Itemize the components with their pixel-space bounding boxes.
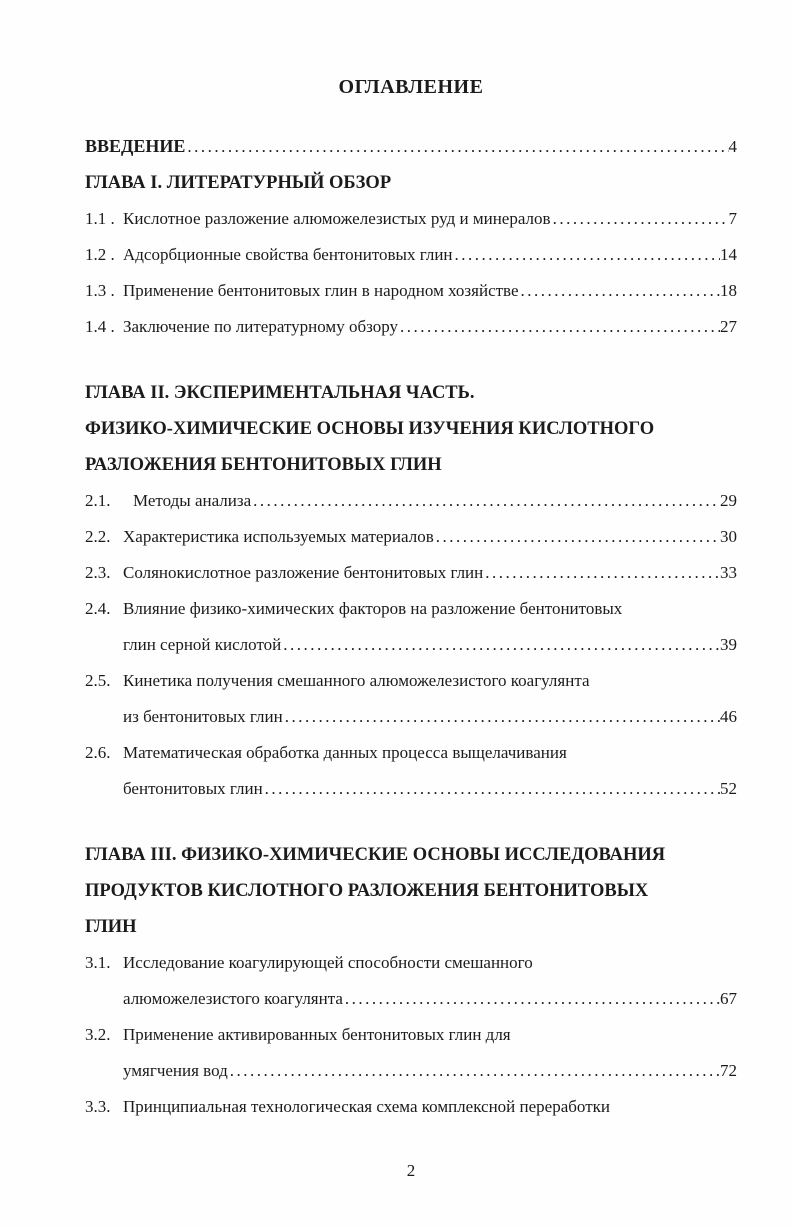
toc-entry-page-number: 29 xyxy=(720,491,737,510)
toc-chapter-heading xyxy=(85,873,737,909)
toc-entry-page-number: 4 xyxy=(728,137,737,156)
dot-leader xyxy=(434,519,720,555)
toc-entry-text: Адсорбционные свойства бентонитовых глин xyxy=(123,245,453,264)
toc-entry xyxy=(85,483,737,519)
toc-entry xyxy=(85,309,737,345)
toc-entry-page-number: 7 xyxy=(728,209,737,228)
toc-entry-page-number: 67 xyxy=(720,989,737,1008)
dot-leader xyxy=(483,555,720,591)
toc-entry-number: 2.3. xyxy=(85,563,111,582)
toc-entry-number: 1.1 . xyxy=(85,209,115,228)
toc-entry-text: Исследование коагулирующей способности смешанного xyxy=(123,953,533,972)
toc-chapter-heading xyxy=(85,909,737,945)
toc-entry-continuation xyxy=(85,1053,737,1089)
toc-entry-text: алюможелезистого коагулянта xyxy=(123,989,343,1008)
toc-entry-text: Методы анализа xyxy=(133,491,252,510)
dot-leader xyxy=(453,237,720,273)
toc-entry-number: 3.3. xyxy=(85,1097,111,1116)
toc-chapter-title: ПРОДУКТОВ КИСЛОТНОГО РАЗЛОЖЕНИЯ БЕНТОНИТОВЫХ xyxy=(85,881,649,901)
toc-entry-page-number: 27 xyxy=(720,317,737,336)
toc-entry-continuation xyxy=(85,771,737,807)
toc-entry xyxy=(85,555,737,591)
toc-entry xyxy=(85,1017,737,1053)
toc-chapter-heading xyxy=(85,837,737,873)
dot-leader xyxy=(343,981,720,1017)
toc-chapter-heading xyxy=(85,447,737,483)
toc-entry-text: Применение бентонитовых глин в народном хозяйстве xyxy=(123,281,519,300)
toc-entry xyxy=(85,201,737,237)
dot-leader xyxy=(519,273,720,309)
toc-entry-text: глин серной кислотой xyxy=(123,635,282,654)
toc-chapter-title: РАЗЛОЖЕНИЯ БЕНТОНИТОВЫХ ГЛИН xyxy=(85,455,442,475)
toc-chapter-heading xyxy=(85,375,737,411)
page-title: ОГЛАВЛЕНИЕ xyxy=(338,76,484,98)
toc-chapter-title: ГЛАВА I. ЛИТЕРАТУРНЫЙ ОБЗОР xyxy=(85,173,392,193)
toc-entry-text: из бентонитовых глин xyxy=(123,707,283,726)
toc-entry-page-number: 33 xyxy=(720,563,737,582)
toc-entry xyxy=(85,663,737,699)
dot-leader xyxy=(251,483,720,519)
toc-entry xyxy=(85,128,737,165)
toc-entry-number: 1.4 . xyxy=(85,317,115,336)
toc-entry-text: бентонитовых глин xyxy=(123,779,263,798)
toc-entry-number: 2.1. xyxy=(85,491,111,510)
toc-entry-page-number: 14 xyxy=(720,245,737,264)
toc-entry xyxy=(85,519,737,555)
toc-entry-number: 2.5. xyxy=(85,671,111,690)
toc-entry xyxy=(85,273,737,309)
toc-entry-text: Принципиальная технологическая схема комплексной переработки xyxy=(123,1097,610,1116)
toc-entry-page-number: 18 xyxy=(720,281,737,300)
toc-entry-number: 1.3 . xyxy=(85,281,115,300)
dot-leader xyxy=(185,129,728,165)
toc-entry-text: Характеристика используемых материалов xyxy=(123,527,434,546)
toc-entry-number: 2.4. xyxy=(85,599,111,618)
toc-entry xyxy=(85,945,737,981)
toc-entry-text: Заключение по литературному обзору xyxy=(123,317,398,336)
toc-entry-page-number: 39 xyxy=(720,635,737,654)
toc-entry-number: 2.6. xyxy=(85,743,111,762)
toc-entry-continuation xyxy=(85,699,737,735)
toc-chapter-heading xyxy=(85,411,737,447)
toc-entry-number: 2.2. xyxy=(85,527,111,546)
toc-chapter-title: ФИЗИКО-ХИМИЧЕСКИЕ ОСНОВЫ ИЗУЧЕНИЯ КИСЛОТНОГО xyxy=(85,419,655,439)
dot-leader xyxy=(281,627,720,663)
toc-entry-page-number: 72 xyxy=(720,1061,737,1080)
dot-leader xyxy=(551,201,729,237)
toc-entry-page-number: 52 xyxy=(720,779,737,798)
toc-chapter-title: ГЛАВА III. ФИЗИКО-ХИМИЧЕСКИЕ ОСНОВЫ ИССЛЕДОВАНИЯ xyxy=(85,845,666,865)
toc-entry-number: 3.1. xyxy=(85,953,111,972)
toc-entry-text: Применение активированных бентонитовых глин для xyxy=(123,1025,511,1044)
toc-entry-number: 3.2. xyxy=(85,1025,111,1044)
dot-leader xyxy=(228,1053,720,1089)
toc-entry-continuation xyxy=(85,981,737,1017)
toc-entry-text: Кислотное разложение алюможелезистых руд и минералов xyxy=(123,209,551,228)
toc-entry-text: умягчения вод xyxy=(123,1061,228,1080)
toc-entry-number: 1.2 . xyxy=(85,245,115,264)
toc-entry xyxy=(85,1089,737,1125)
dot-leader xyxy=(398,309,720,345)
toc-entry xyxy=(85,237,737,273)
toc-entry-text: Солянокислотное разложение бентонитовых глин xyxy=(123,563,484,582)
toc-entry-text: Влияние физико-химических факторов на разложение бентонитовых xyxy=(123,599,623,618)
toc-chapter-heading xyxy=(85,165,737,201)
toc-entry-page-number: 30 xyxy=(720,527,737,546)
toc-chapter-title: ГЛИН xyxy=(85,917,137,937)
toc-entry-continuation xyxy=(85,627,737,663)
toc-chapter-title: ГЛАВА II. ЭКСПЕРИМЕНТАЛЬНАЯ ЧАСТЬ. xyxy=(85,383,475,403)
dot-leader xyxy=(263,771,720,807)
toc-entry-page-number: 46 xyxy=(720,707,737,726)
toc-entry-text: Математическая обработка данных процесса выщелачивания xyxy=(123,743,567,762)
toc-entry xyxy=(85,591,737,627)
toc-entry-text: Кинетика получения смешанного алюможелезистого коагулянта xyxy=(123,671,590,690)
dot-leader xyxy=(283,699,720,735)
toc-list xyxy=(85,128,737,1125)
page-number: 2 xyxy=(406,1161,416,1180)
toc-entry-text: ВВЕДЕНИЕ xyxy=(85,136,186,156)
toc-entry xyxy=(85,735,737,771)
